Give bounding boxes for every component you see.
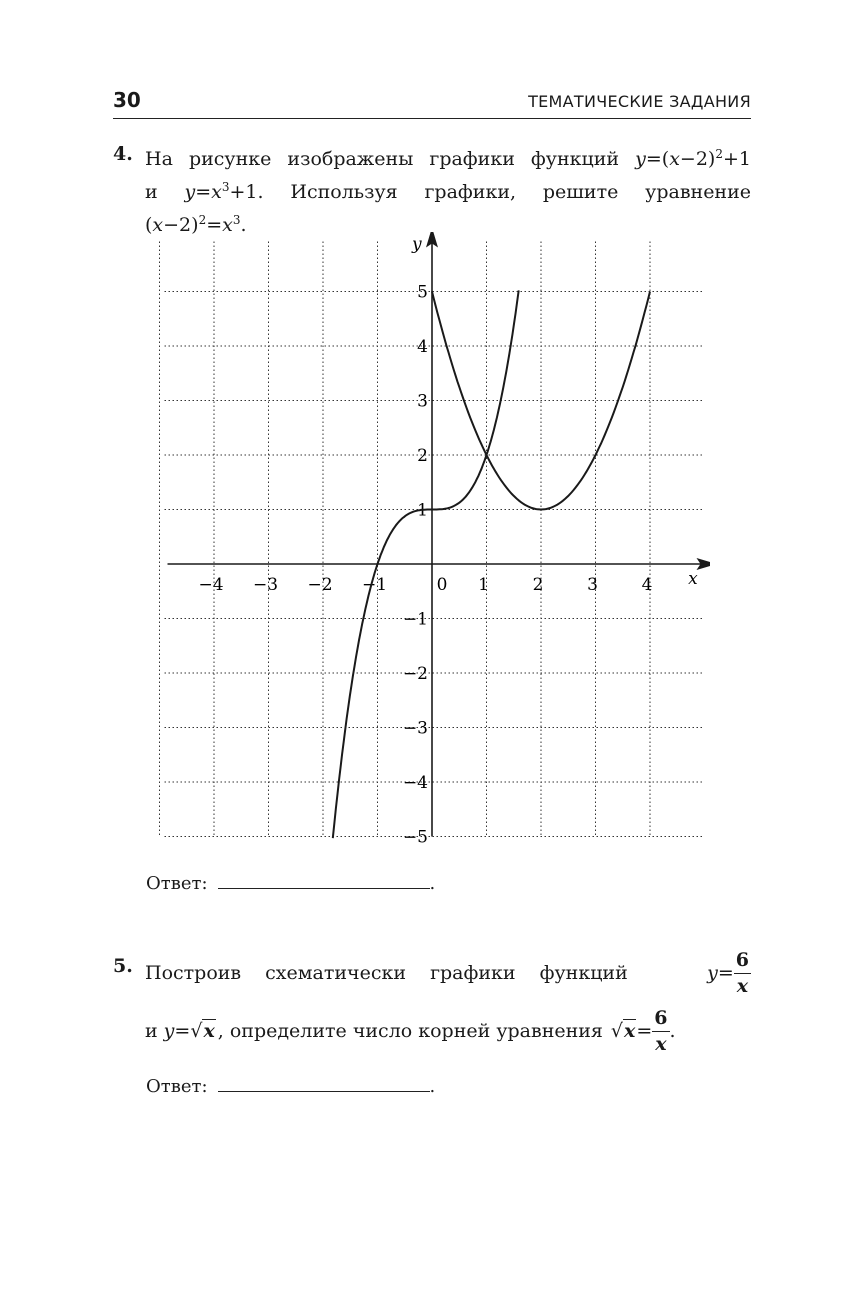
y-tick-label: 2 (417, 446, 428, 466)
x-tick-label: 2 (532, 575, 544, 595)
section-title: ТЕМАТИЧЕСКИЕ ЗАДАНИЯ (528, 92, 751, 111)
page-number: 30 (113, 88, 141, 112)
fraction-6-over-x: $\frac{6}{x}$ (735, 948, 749, 997)
answer-5-field[interactable] (218, 1073, 430, 1092)
axes (168, 232, 711, 837)
x-tick-label: 4 (641, 575, 653, 595)
x-tick-label: 3 (587, 575, 598, 595)
task-4-line-1: На рисунке изображены графики функций $y=(x-2)^2+1$ (145, 147, 751, 170)
fraction-6-over-x-equation: $\frac{6}{x}$ (654, 1006, 668, 1055)
x-tick-label: 0 (436, 575, 448, 595)
x-tick-label: −4 (198, 575, 224, 595)
answer-5: Ответ: . (146, 1073, 435, 1097)
task-4-line-3: $(x-2)^2=x^3$. (145, 213, 247, 236)
x-tick-label: −1 (361, 575, 388, 595)
answer-4-label: Ответ: (146, 873, 208, 894)
y-tick-label: −5 (402, 827, 428, 844)
y-axis-label: y (412, 234, 422, 255)
task-5-number: 5. (113, 955, 133, 977)
y-tick-label: −2 (402, 664, 428, 684)
y-tick-label: −1 (402, 609, 428, 630)
grid (160, 242, 703, 837)
y-tick-label: −3 (402, 718, 428, 739)
y-tick-label: −4 (402, 773, 428, 793)
answer-4-field[interactable] (218, 870, 430, 889)
y-tick-label: 5 (417, 282, 428, 303)
x-axis-label: x (688, 569, 698, 589)
task-5-text (145, 950, 751, 1058)
x-tick-label: −3 (252, 575, 279, 595)
task-5-line-1: Построив схематически графики функций y = $\frac{6}{x}$ (145, 948, 749, 997)
page-header (113, 88, 751, 119)
y-tick-label: 3 (417, 391, 428, 412)
task-4-text (145, 140, 751, 239)
y-tick-label: 4 (417, 337, 428, 357)
answer-5-label: Ответ: (146, 1076, 208, 1097)
sqrt-x-equation: √x (610, 1020, 636, 1042)
function-graph (150, 232, 710, 844)
answer-4: Ответ: . (146, 870, 435, 894)
task-5-line-2: и y = √x , определите число корней уравнения √x = $\frac{6}{x}$ . (145, 1006, 676, 1055)
x-tick-label: −2 (307, 575, 333, 595)
task-4-line-2: и $y=x^3+1$. Используя графики, решите уравнение (145, 180, 752, 203)
sqrt-x: √x (190, 1020, 215, 1042)
y-tick-label: 1 (417, 500, 428, 521)
task-4-number: 4. (113, 143, 133, 165)
x-tick-label: 1 (478, 575, 489, 595)
